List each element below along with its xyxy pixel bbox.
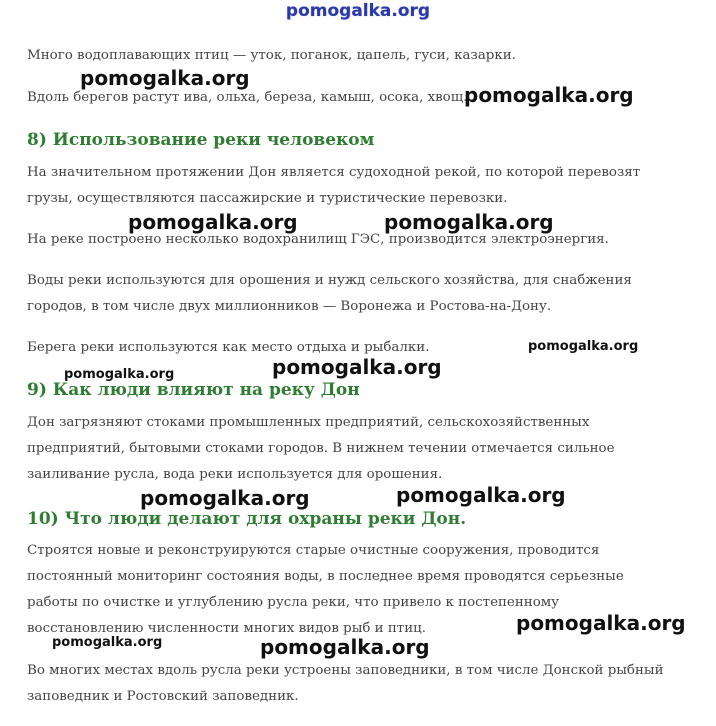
paragraph-birds: Много водоплавающих птиц — уток, поганок, цапель, гуси, казарки. [27, 48, 516, 63]
paragraph-protection-line-2: постоянный мониторинг состояния воды, в последнее время проводятся серьезные [27, 569, 624, 584]
paragraph-irrigation-line-2: городов, в том числе двух миллионников — Воронежа и Ростова-на-Дону. [27, 299, 552, 314]
paragraph-shores: Вдоль берегов растут ива, ольха, береза, камыш, осока, хвощ. [27, 90, 468, 105]
watermark: pomogalka.org [140, 486, 310, 510]
watermark: pomogalka.org [396, 483, 566, 507]
paragraph-reserves-line-2: заповедник и Ростовский заповедник. [27, 689, 299, 704]
paragraph-pollution-line-1: Дон загрязняют стоками промышленных предприятий, сельскохозяйственных [27, 415, 590, 430]
paragraph-pollution-line-2: предприятий, бытовыми стоками городов. В нижнем течении отмечается сильное [27, 441, 615, 456]
paragraph-recreation: Берега реки используются как место отдыха и рыбалки. [27, 340, 430, 355]
paragraph-navigation-line-1: На значительном протяжении Дон является судоходной рекой, по которой перевозят [27, 165, 641, 180]
watermark: pomogalka.org [64, 367, 175, 382]
watermark: pomogalka.org [52, 635, 163, 650]
heading-section-9: 9) Как люди влияют на реку Дон [27, 380, 360, 400]
paragraph-protection-line-4: восстановлению численности многих видов рыб и птиц. [27, 621, 426, 636]
watermark: pomogalka.org [80, 66, 250, 90]
paragraph-pollution-line-3: заиливание русла, вода реки используется для орошения. [27, 467, 443, 482]
watermark: pomogalka.org [464, 83, 634, 107]
heading-section-10: 10) Что люди делают для охраны реки Дон. [27, 509, 467, 529]
paragraph-reserves-line-1: Во многих местах вдоль русла реки устроены заповедники, в том числе Донской рыбный [27, 663, 664, 678]
watermark: pomogalka.org [128, 210, 298, 234]
watermark: pomogalka.org [528, 339, 639, 354]
watermark: pomogalka.org [260, 635, 430, 659]
paragraph-protection-line-1: Строятся новые и реконструируются старые очистные сооружения, проводится [27, 543, 600, 558]
paragraph-hydro: На реке построено несколько водохранилищ ГЭС, производится электроэнергия. [27, 232, 609, 247]
paragraph-protection-line-3: работы по очистке и углублению русла реки, что привело к постепенному [27, 595, 560, 610]
paragraph-irrigation-line-1: Воды реки используются для орошения и нужд сельского хозяйства, для снабжения [27, 273, 632, 288]
watermark: pomogalka.org [384, 210, 554, 234]
heading-section-8: 8) Использование реки человеком [27, 130, 375, 150]
watermark: pomogalka.org [516, 611, 686, 635]
paragraph-navigation-line-2: грузы, осуществляются пассажирские и туристические перевозки. [27, 191, 508, 206]
watermark: pomogalka.org [272, 355, 442, 379]
watermark-top: pomogalka.org [285, 1, 431, 21]
